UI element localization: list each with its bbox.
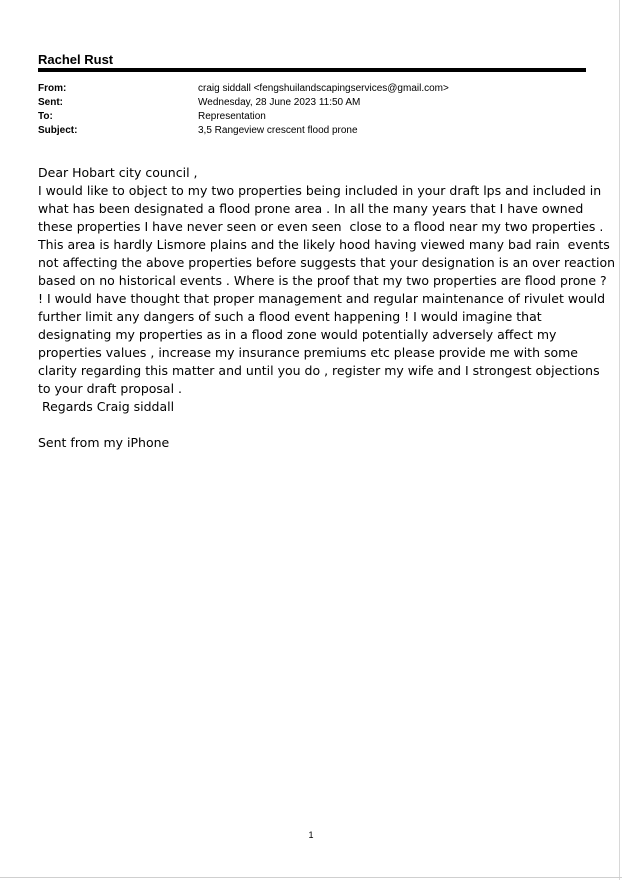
body-line: clarity regarding this matter and until you do , register my wife and I strongest objections	[38, 363, 600, 378]
body-line: designating my properties as in a flood zone would potentially adversely affect my	[38, 327, 557, 342]
header-divider	[38, 68, 586, 72]
subject-row	[38, 124, 586, 138]
sent-row	[38, 96, 586, 110]
subject-value: 3,5 Rangeview crescent flood prone	[198, 125, 358, 136]
body-line: This area is hardly Lismore plains and the likely hood having viewed many bad rain events	[38, 237, 610, 252]
body-line: not affecting the above properties before suggests that your designation is an over reaction	[38, 255, 616, 270]
to-value: Representation	[198, 111, 266, 122]
paragraph-gap	[38, 416, 594, 434]
body-line: based on no historical events . Where is the proof that my two properties are flood prone ?	[38, 273, 607, 288]
page-number: 1	[308, 830, 314, 840]
body-line: ! I would have thought that proper management and regular maintenance of rivulet would	[38, 291, 606, 306]
sent-value: Wednesday, 28 June 2023 11:50 AM	[198, 97, 361, 108]
mailbox-owner-name: Rachel Rust	[38, 52, 114, 67]
body-line: to your draft proposal .	[38, 381, 183, 396]
email-signature: Sent from my iPhone	[38, 435, 170, 450]
body-line: properties values , increase my insurance premiums etc please provide me with some	[38, 345, 579, 360]
from-row	[38, 82, 586, 96]
subject-label: Subject:	[38, 125, 78, 136]
page-edge-bottom	[0, 877, 622, 878]
body-line: Dear Hobart city council ,	[38, 165, 198, 180]
sent-label: Sent:	[38, 97, 63, 108]
body-line: these properties I have never seen or even seen close to a flood near my two properties .	[38, 219, 604, 234]
to-row	[38, 110, 586, 124]
from-value: craig siddall <fengshuilandscapingservices@gmail.com>	[198, 83, 449, 94]
page-edge-right	[619, 0, 620, 880]
regards-line: Regards Craig siddall	[38, 399, 175, 414]
body-line: I would like to object to my two properties being included in your draft lps and included in	[38, 183, 602, 198]
body-line: further limit any dangers of such a flood event happening ! I would imagine that	[38, 309, 542, 324]
from-label: From:	[38, 83, 67, 94]
to-label: To:	[38, 111, 53, 122]
body-line: what has been designated a flood prone area . In all the many years that I have owned	[38, 201, 584, 216]
message-body	[38, 164, 616, 452]
email-header	[38, 82, 586, 138]
